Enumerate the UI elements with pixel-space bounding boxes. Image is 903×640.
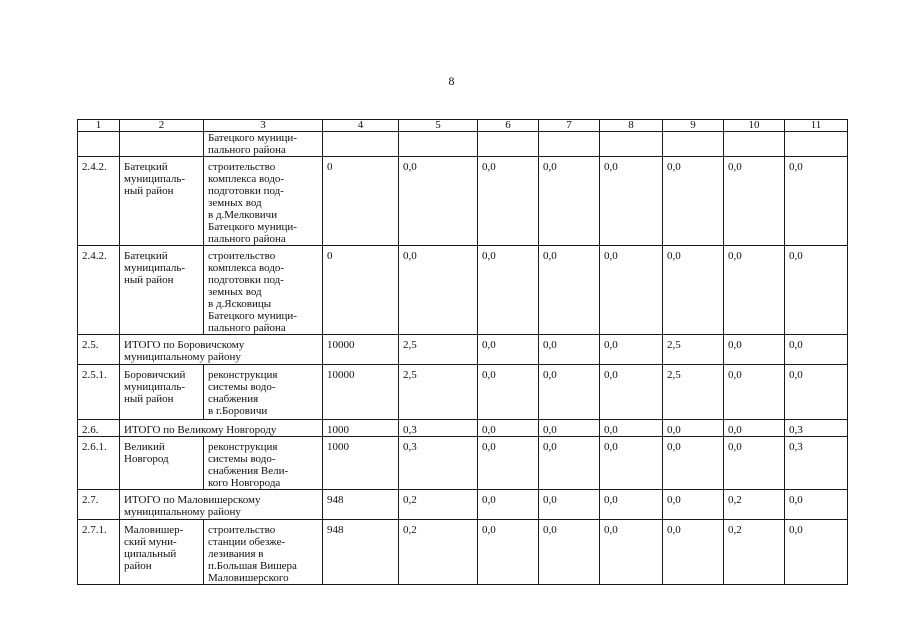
table-row (78, 132, 848, 157)
cell-c5: 2,5 (399, 365, 478, 420)
cell-c5: 2,5 (399, 335, 478, 365)
cell-c7: 0,0 (539, 246, 600, 335)
cell-c6: 0,0 (478, 157, 539, 246)
cell-c1: 2.6. (78, 420, 120, 437)
cell-c6: 0,0 (478, 420, 539, 437)
cell-c7: 0,0 (539, 437, 600, 490)
cell-c4: 0 (323, 157, 399, 246)
cell-c1: 2.7.1. (78, 520, 120, 585)
cell-c8 (600, 132, 663, 157)
cell-c2: ИТОГО по Боровичскому муниципальному району (120, 335, 323, 365)
cell-c10: 0,0 (724, 335, 785, 365)
cell-c1: 2.4.2. (78, 157, 120, 246)
table-row (78, 365, 848, 420)
cell-c2: Великий Новгород (120, 437, 204, 490)
table-row (78, 335, 848, 365)
column-header-6: 6 (478, 120, 539, 132)
cell-c9: 0,0 (663, 520, 724, 585)
cell-c4: 948 (323, 520, 399, 585)
table-row (78, 520, 848, 585)
cell-c2: ИТОГО по Маловишерскому муниципальному району (120, 490, 323, 520)
cell-c7: 0,0 (539, 365, 600, 420)
table-row (78, 246, 848, 335)
cell-c9: 0,0 (663, 157, 724, 246)
cell-c4: 948 (323, 490, 399, 520)
column-header-4: 4 (323, 120, 399, 132)
cell-c5: 0,2 (399, 490, 478, 520)
cell-c8: 0,0 (600, 420, 663, 437)
cell-c2: ИТОГО по Великому Новгороду (120, 420, 323, 437)
cell-c9: 2,5 (663, 365, 724, 420)
cell-c6: 0,0 (478, 490, 539, 520)
cell-c3: реконструкция системы водо- снабжения Вели- кого Новгорода (204, 437, 323, 490)
cell-c10: 0,0 (724, 420, 785, 437)
cell-c5: 0,2 (399, 520, 478, 585)
cell-c5 (399, 132, 478, 157)
cell-c6: 0,0 (478, 520, 539, 585)
cell-c7: 0,0 (539, 420, 600, 437)
cell-c6 (478, 132, 539, 157)
cell-c4: 1000 (323, 437, 399, 490)
table-row (78, 437, 848, 490)
budget-table (77, 119, 848, 585)
cell-c11: 0,0 (785, 490, 848, 520)
cell-c4: 1000 (323, 420, 399, 437)
cell-c3: строительство станции обезже- лезивания в п.Большая Вишера Маловишерского (204, 520, 323, 585)
cell-c11: 0,0 (785, 365, 848, 420)
cell-c2: Батецкий муниципаль- ный район (120, 157, 204, 246)
cell-c1 (78, 132, 120, 157)
cell-c7: 0,0 (539, 490, 600, 520)
cell-c6: 0,0 (478, 335, 539, 365)
cell-c7: 0,0 (539, 520, 600, 585)
table-row (78, 490, 848, 520)
cell-c7: 0,0 (539, 335, 600, 365)
cell-c8: 0,0 (600, 246, 663, 335)
column-header-8: 8 (600, 120, 663, 132)
cell-c6: 0,0 (478, 437, 539, 490)
cell-c9: 0,0 (663, 437, 724, 490)
cell-c7 (539, 132, 600, 157)
cell-c4: 10000 (323, 335, 399, 365)
cell-c5: 0,0 (399, 246, 478, 335)
table-header-row (78, 120, 848, 132)
cell-c3: реконструкция системы водо- снабжения в г.Боровичи (204, 365, 323, 420)
page-number: 8 (448, 74, 455, 88)
column-header-9: 9 (663, 120, 724, 132)
cell-c6: 0,0 (478, 246, 539, 335)
column-header-1: 1 (78, 120, 120, 132)
cell-c4 (323, 132, 399, 157)
cell-c1: 2.4.2. (78, 246, 120, 335)
cell-c1: 2.6.1. (78, 437, 120, 490)
cell-c10: 0,0 (724, 365, 785, 420)
column-header-10: 10 (724, 120, 785, 132)
cell-c11 (785, 132, 848, 157)
cell-c4: 10000 (323, 365, 399, 420)
cell-c7: 0,0 (539, 157, 600, 246)
cell-c2 (120, 132, 204, 157)
cell-c1: 2.5. (78, 335, 120, 365)
cell-c3: Батецкого муници- пального района (204, 132, 323, 157)
cell-c8: 0,0 (600, 335, 663, 365)
cell-c10: 0,0 (724, 437, 785, 490)
table-row (78, 157, 848, 246)
cell-c9: 0,0 (663, 246, 724, 335)
table-body (78, 132, 848, 585)
cell-c2: Маловишер- ский муни- ципальный район (120, 520, 204, 585)
cell-c11: 0,0 (785, 335, 848, 365)
cell-c2: Батецкий муниципаль- ный район (120, 246, 204, 335)
cell-c5: 0,3 (399, 437, 478, 490)
cell-c2: Боровичский муниципаль- ный район (120, 365, 204, 420)
cell-c11: 0,3 (785, 437, 848, 490)
cell-c11: 0,0 (785, 246, 848, 335)
cell-c10 (724, 132, 785, 157)
cell-c10: 0,0 (724, 246, 785, 335)
cell-c3: строительство комплекса водо- подготовки под- земных вод в д.Мелковичи Батецкого муници- пального района (204, 157, 323, 246)
column-header-3: 3 (204, 120, 323, 132)
cell-c11: 0,0 (785, 157, 848, 246)
cell-c5: 0,3 (399, 420, 478, 437)
cell-c11: 0,3 (785, 420, 848, 437)
cell-c9: 0,0 (663, 490, 724, 520)
cell-c8: 0,0 (600, 520, 663, 585)
cell-c5: 0,0 (399, 157, 478, 246)
cell-c10: 0,2 (724, 520, 785, 585)
cell-c3: строительство комплекса водо- подготовки под- земных вод в д.Ясковицы Батецкого муници- пального района (204, 246, 323, 335)
cell-c1: 2.5.1. (78, 365, 120, 420)
cell-c1: 2.7. (78, 490, 120, 520)
table-row (78, 420, 848, 437)
cell-c8: 0,0 (600, 365, 663, 420)
column-header-5: 5 (399, 120, 478, 132)
cell-c10: 0,0 (724, 157, 785, 246)
cell-c6: 0,0 (478, 365, 539, 420)
cell-c8: 0,0 (600, 490, 663, 520)
column-header-7: 7 (539, 120, 600, 132)
cell-c10: 0,2 (724, 490, 785, 520)
cell-c9 (663, 132, 724, 157)
cell-c4: 0 (323, 246, 399, 335)
column-header-11: 11 (785, 120, 848, 132)
cell-c9: 0,0 (663, 420, 724, 437)
cell-c8: 0,0 (600, 157, 663, 246)
column-header-2: 2 (120, 120, 204, 132)
cell-c11: 0,0 (785, 520, 848, 585)
cell-c9: 2,5 (663, 335, 724, 365)
cell-c8: 0,0 (600, 437, 663, 490)
